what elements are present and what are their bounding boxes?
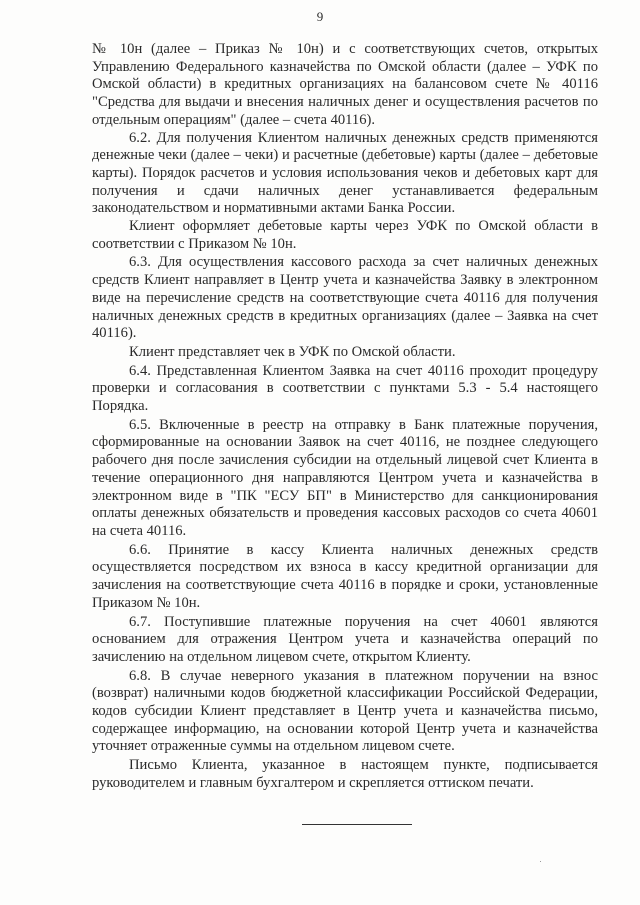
scan-speck [540, 861, 541, 862]
paragraph-6-7: 6.7. Поступившие платежные поручения на счет 40601 являются основанием для отражения Центром учета и казначейства операций по зачислению на отдельном лицевом счете, открытом Клиенту. [92, 613, 598, 665]
paragraph-cheque: Клиент представляет чек в УФК по Омской области. [129, 343, 456, 360]
paragraph-6-4: 6.4. Представленная Клиентом Заявка на счет 40116 проходит процедуру проверки и согласования в соответствии с пунктами 5.3 - 5.4 настоящего Порядка. [92, 362, 598, 415]
paragraph-6-5: 6.5. Включенные в реестр на отправку в Банк платежные поручения, сформированные на основании Заявок на счет 40116, не позднее следующего рабочего дня после зачисления субсидии на отдельный лицевой счет Клиента в течение операционного дня направляются Центром учета и казначейства в электронном виде в "ПК "ЕСУ БП" в Министерство для санкционирования оплаты денежных обязательств и проведения кассовых расходов со счета 40601 на счета 40116. [92, 416, 598, 539]
paragraph-6-3: 6.3. Для осуществления кассового расхода за счет наличных денежных средств Клиент направляет в Центр учета и казначейства Заявку в электронном виде на перечисление средств на соответствующие счета 40116 для получения наличных денежных средств в кредитных организациях (далее – Заявка на счет 40116). [92, 254, 598, 342]
paragraph-debit-cards: Клиент оформляет дебетовые карты через УФК по Омской области в соответствии с Приказом № 10н. [92, 218, 598, 252]
paragraph-6-6: 6.6. Принятие в кассу Клиента наличных денежных средств осуществляется посредством их взноса в кассу кредитной организации для зачисления на соответствующие счета 40116 в порядке и сроки, установленные Приказом № 10н. [92, 541, 598, 611]
paragraph-6-8: 6.8. В случае неверного указания в платежном поручении на взнос (возврат) наличными кодов бюджетной классификации Российской Федерации, кодов субсидии Клиент представляет в Центр учета и казначейства письмо, содержащее информацию, на основании которой Центр учета и казначейства уточняет отраженные суммы на отдельном лицевом счете. [92, 667, 598, 755]
paragraph-letter: Письмо Клиента, указанное в настоящем пункте, подписывается руководителем и главным бухгалтером и скрепляется оттиском печати. [92, 757, 598, 791]
page-number: 9 [316, 9, 324, 24]
paragraph-continuation: № 10н (далее – Приказ № 10н) и с соответствующих счетов, открытых Управлению Федерального казначейства по Омской области (далее – УФК по Омской области) в кредитных организациях на балансовом счете № 40116 "Средства для выдачи и внесения наличных денег и осуществления расчетов по отдельным операциям" (далее – счета 40116). [92, 41, 598, 128]
closing-rule [302, 824, 412, 825]
paragraph-6-2: 6.2. Для получения Клиентом наличных денежных средств применяются денежные чеки (далее – чеки) и расчетные (дебетовые) карты (далее – дебетовые карты). Порядок расчетов и условия использования чеков и дебетовых карт для получения и сдачи наличных денег устанавливается федеральным законодательством и нормативными актами Банка России. [92, 129, 598, 217]
document-body [92, 41, 598, 793]
